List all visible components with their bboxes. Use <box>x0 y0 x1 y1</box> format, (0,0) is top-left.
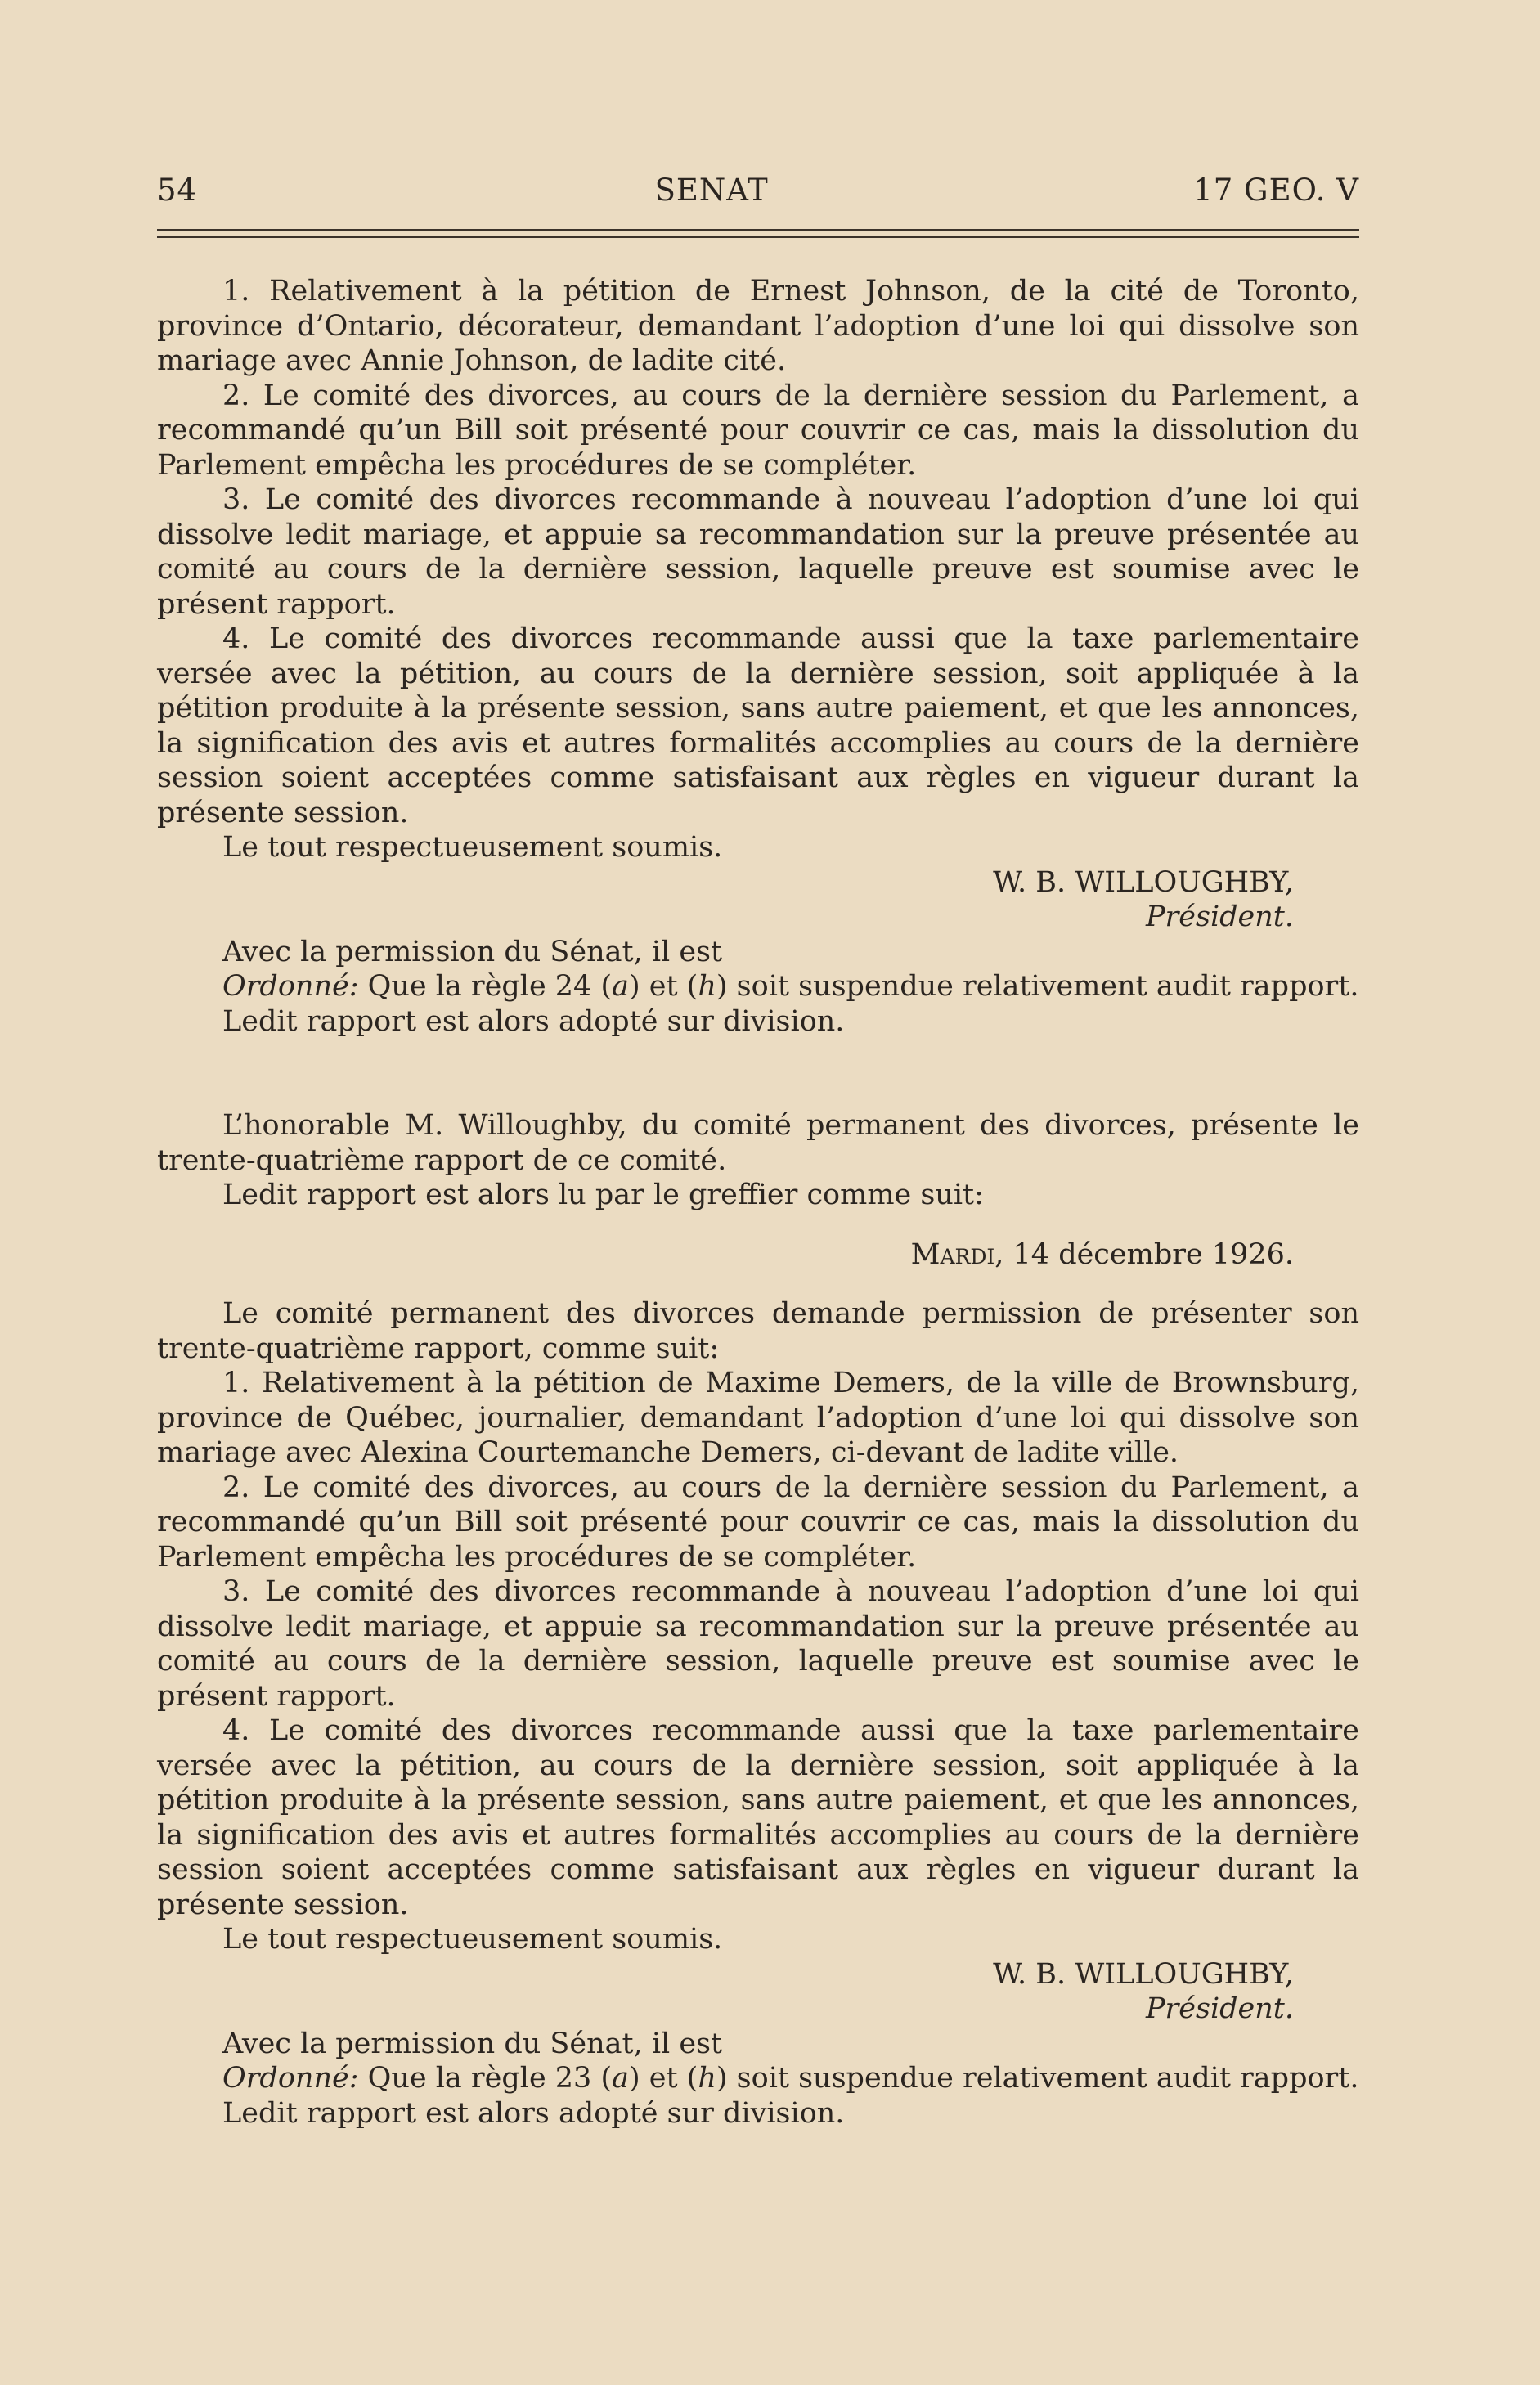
running-title: SENAT <box>654 173 769 208</box>
paragraph-4: 4. Le comité des divorces recommande aussi que la taxe parlementaire versée avec la pétition, au cours de la dernière session, soit appliquée à la pétition produite à la présente session, sans autre paiement, et que les annonces, la signification des avis et autres formalités accomplies au cours de la dernière session soient acceptées comme satisfaisant aux règles en vigueur durant la présente session. <box>157 1714 1359 1921</box>
order-letter-a: a <box>612 970 629 1003</box>
request-paragraph: Le comité permanent des divorces demande permission de présenter son trente-quatrième rapport, comme suit: <box>157 1297 1359 1365</box>
paragraph-3: 3. Le comité des divorces recommande à nouveau l’adoption d’une loi qui dissolve ledit mariage, et appuie sa recommandation sur la preuve présentée au comité au cours de la dernière session, laquelle preuve est soumise avec le présent rapport. <box>157 1575 1359 1713</box>
header-rule-bottom <box>157 236 1359 238</box>
document-body <box>157 274 1359 2131</box>
closing-line: Le tout respectueusement soumis. <box>222 831 723 864</box>
read-line: Ledit rapport est alors lu par le greffier comme suit: <box>222 1179 984 1211</box>
signature: W. B. WILLOUGHBY, <box>993 865 1294 899</box>
intro-paragraph: L’honorable M. Willoughby, du comité permanent des divorces, présente le trente-quatrième rapport de ce comité. <box>157 1109 1359 1177</box>
permission-line: Avec la permission du Sénat, il est <box>222 935 723 968</box>
paragraph-1: 1. Relativement à la pétition de Ernest Johnson, de la cité de Toronto, province d’Ontario, décorateur, demandant l’adoption d’une loi qui dissolve son mariage avec Annie Johnson, de ladite cité. <box>157 275 1359 377</box>
regnal-year: 17 GEO. V <box>1193 173 1359 208</box>
page-number: 54 <box>157 173 198 208</box>
paragraph-4: 4. Le comité des divorces recommande aussi que la taxe parlementaire versée avec la pétition, au cours de la dernière session, soit appliquée à la pétition produite à la présente session, sans autre paiement, et que les annonces, la signification des avis et autres formalités accomplies au cours de la dernière session soient acceptées comme satisfaisant aux règles en vigueur durant la présente session. <box>157 622 1359 829</box>
adopted-line: Ledit rapport est alors adopté sur division. <box>222 2096 845 2130</box>
order-text-2: ) et ( <box>628 970 698 1003</box>
order-text-1: Que la règle 23 ( <box>367 2062 613 2095</box>
paragraph-3: 3. Le comité des divorces recommande à nouveau l’adoption d’une loi qui dissolve ledit mariage, et appuie sa recommandation sur la preuve présentée au comité au cours de la dernière session, laquelle preuve est soumise avec le présent rapport. <box>157 483 1359 621</box>
closing-line: Le tout respectueusement soumis. <box>222 1923 723 1956</box>
date-day: Mardi <box>910 1237 995 1271</box>
date-rest: , 14 décembre 1926. <box>994 1237 1294 1271</box>
running-header <box>157 170 1359 211</box>
order-text-3: ) soit suspendue relativement audit rapport. <box>716 970 1359 1003</box>
report-a <box>157 274 1359 1039</box>
order-letter-h: h <box>698 2062 716 2095</box>
order-line <box>157 2061 1359 2096</box>
order-letter-h: h <box>698 970 716 1003</box>
report-b <box>157 1108 1359 2131</box>
paragraph-1: 1. Relativement à la pétition de Maxime Demers, de la ville de Brownsburg, province de Québec, journalier, demandant l’adoption d’une loi qui dissolve son mariage avec Alexina Courtemanche Demers, ci-devant de ladite ville. <box>157 1367 1359 1469</box>
paragraph-2: 2. Le comité des divorces, au cours de la dernière session du Parlement, a recommandé qu’un Bill soit présenté pour couvrir ce cas, mais la dissolution du Parlement empêcha les procédures de se compléter. <box>157 1471 1359 1574</box>
order-line <box>157 969 1359 1004</box>
adopted-line: Ledit rapport est alors adopté sur division. <box>222 1004 845 1038</box>
order-label: Ordonné: <box>222 970 359 1003</box>
section-gap <box>157 1039 1359 1108</box>
date-gap <box>157 1213 1359 1237</box>
order-letter-a: a <box>612 2062 629 2095</box>
header-rule-top <box>157 229 1359 231</box>
signature-title: Président. <box>1146 901 1294 933</box>
order-text-1: Que la règle 24 ( <box>367 970 613 1003</box>
paragraph-2: 2. Le comité des divorces, au cours de la dernière session du Parlement, a recommandé qu’un Bill soit présenté pour couvrir ce cas, mais la dissolution du Parlement empêcha les procédures de se compléter. <box>157 379 1359 482</box>
order-text-3: ) soit suspendue relativement audit rapport. <box>716 2062 1359 2095</box>
signature-title: Président. <box>1146 1992 1294 2025</box>
document-page <box>157 170 1359 2131</box>
order-label: Ordonné: <box>222 2062 359 2095</box>
permission-line: Avec la permission du Sénat, il est <box>222 2027 723 2060</box>
date-line <box>157 1237 1359 1273</box>
date-gap-after <box>157 1272 1359 1296</box>
signature: W. B. WILLOUGHBY, <box>993 1957 1294 1991</box>
order-text-2: ) et ( <box>628 2062 698 2095</box>
